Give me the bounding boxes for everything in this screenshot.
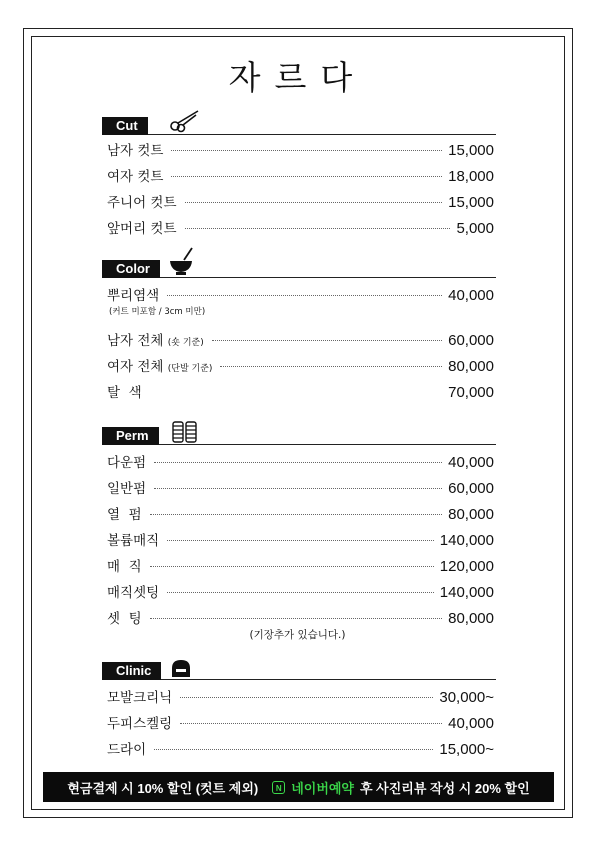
menu-item: 일반펌 60,000 xyxy=(107,480,494,497)
menu-item: 매직셋팅 140,000 xyxy=(107,584,494,601)
menu-item: 탈 색 70,000 xyxy=(107,384,494,401)
clinic-section xyxy=(102,655,496,758)
naver-reservation-text: 네이버예약 xyxy=(291,780,354,796)
cut-header xyxy=(102,110,496,135)
menu-item: 열 펌 80,000 xyxy=(107,506,494,523)
naver-icon: N xyxy=(272,781,285,794)
clinic-label: Clinic xyxy=(102,662,161,680)
discount-banner xyxy=(43,772,554,802)
dye-bowl-icon xyxy=(168,246,196,276)
perm-section xyxy=(102,420,496,627)
menu-item: 남자 컷트 15,000 xyxy=(107,142,494,159)
menu-title: 자르다 xyxy=(228,58,367,97)
cut-label: Cut xyxy=(102,117,148,135)
color-section xyxy=(102,253,496,401)
color-label: Color xyxy=(102,260,160,278)
menu-item: 주니어 컷트 15,000 xyxy=(107,194,494,211)
menu-item: 두피스켈링 40,000 xyxy=(107,715,494,732)
clinic-header xyxy=(102,655,496,680)
menu-item: 앞머리 컷트 5,000 xyxy=(107,220,494,237)
color-header xyxy=(102,253,496,278)
perm-roller-icon xyxy=(172,421,198,443)
menu-item: 여자 컷트 18,000 xyxy=(107,168,494,185)
menu-item: 뿌리염색 40,000 xyxy=(107,287,494,304)
length-surcharge-note: (기장추가 있습니다.) xyxy=(249,629,346,641)
menu-item: 모발크리닉 30,000~ xyxy=(107,689,494,706)
scissors-icon xyxy=(168,109,202,133)
perm-label: Perm xyxy=(102,427,159,445)
menu-item: 볼륨매직 140,000 xyxy=(107,532,494,549)
root-dye-note: (커트 미포함 / 3cm 미만) xyxy=(109,307,206,317)
cash-discount-text: 현금결제 시 10% 할인 (컷트 제외) xyxy=(67,780,259,796)
menu-item: 드라이 15,000~ xyxy=(107,741,494,758)
clinic-bottle-icon xyxy=(170,658,192,678)
cut-section xyxy=(102,110,496,237)
menu-item: 다운펌 40,000 xyxy=(107,454,494,471)
review-discount-text: 후 사진리뷰 작성 시 20% 할인 xyxy=(360,780,530,796)
menu-item: 남자 전체 (숏 기준) 60,000 xyxy=(107,332,494,349)
menu-item: 매 직 120,000 xyxy=(107,558,494,575)
perm-header xyxy=(102,420,496,445)
menu-item: 여자 전체 (단발 기준) 80,000 xyxy=(107,358,494,375)
menu-item: 셋 팅 80,000 xyxy=(107,610,494,627)
